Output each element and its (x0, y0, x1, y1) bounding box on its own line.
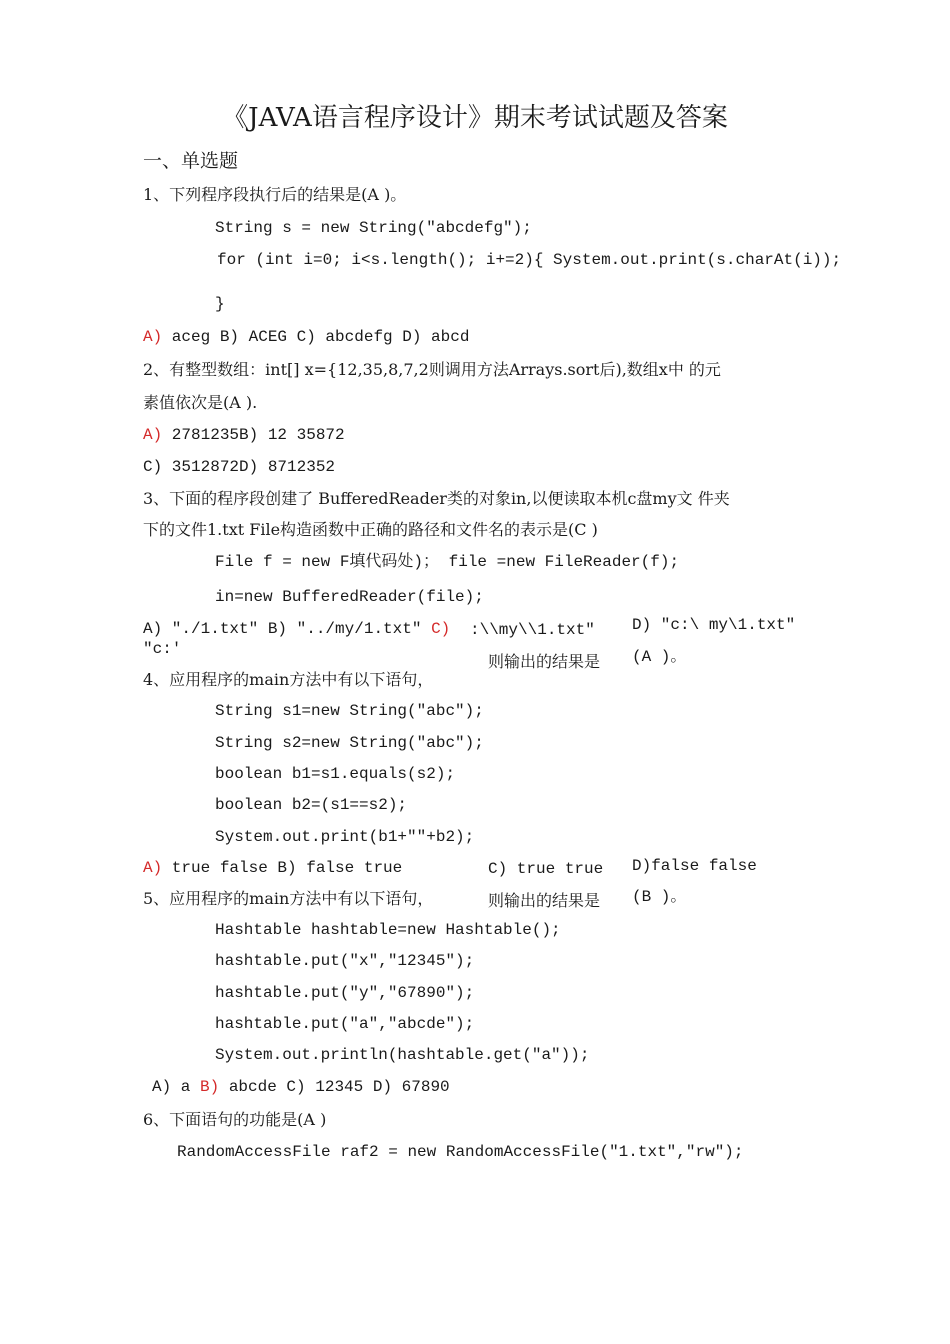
q5-code-line: System.out.println(hashtable.get("a")); (215, 1046, 590, 1064)
q3-code-line: in=new BufferedReader(file); (215, 588, 484, 606)
q3-stem: 3、下面的程序段创建了 BufferedReader类的对象in,以便读取本机c盘my文 件夹 (143, 489, 730, 508)
document-title: 《JAVA语言程序设计》期末考试试题及答案 (222, 103, 728, 133)
q4-stem-tail: 则输出的结果是 (488, 652, 601, 671)
answer-mark: B) (200, 1078, 220, 1096)
q1-options-text: aceg B) ACEG C) abcdefg D) abcd (162, 328, 470, 346)
q3-option-c-end: :\\my\\1.txt" (470, 621, 595, 639)
q3-stem: 下的文件1.txt File构造函数中正确的路径和文件名的表示是(C ) (143, 520, 598, 539)
q3-option-d: D) "c:\ my\1.txt" (632, 616, 796, 634)
q3-options-text: A) "./1.txt" B) "../my/1.txt" (143, 620, 422, 638)
q6-code-line: RandomAccessFile raf2 = new RandomAccessFile("1.txt","rw"); (177, 1143, 744, 1161)
q3-options (143, 618, 450, 640)
q4-options-text: true false B) false true (162, 859, 403, 877)
q4-code-line: String s1=new String("abc"); (215, 702, 484, 720)
q5-code-line: hashtable.put("a","abcde"); (215, 1015, 475, 1033)
q5-option-a: A) a (152, 1078, 191, 1096)
q2-options (143, 424, 345, 446)
q1-stem: 1、下列程序段执行后的结果是(A )。 (143, 185, 407, 204)
q1-code-line: for (int i=0; i<s.length(); i+=2){ System.out.print(s.charAt(i)); (217, 251, 842, 269)
q5-answer: (B )。 (632, 888, 687, 906)
q2-options-text: 2781235B) 12 35872 (162, 426, 345, 444)
q4-stem: 4、应用程序的main方法中有以下语句， (143, 670, 434, 689)
q5-options-text: abcde C) 12345 D) 67890 (219, 1078, 450, 1096)
q3-code-line: File f = new F填代码处)； file =new FileReader(f); (215, 553, 680, 571)
q5-options (152, 1076, 450, 1098)
q4-answer: (A )。 (632, 648, 687, 666)
q5-code-line: Hashtable hashtable=new Hashtable(); (215, 921, 561, 939)
q4-option-d: D)false false (632, 857, 757, 875)
q5-stem-tail: 则输出的结果是 (488, 891, 601, 910)
q4-options (143, 857, 402, 879)
q1-options (143, 326, 469, 348)
q4-code-line: boolean b2=(s1==s2); (215, 796, 408, 814)
q1-code-line: } (215, 295, 225, 313)
answer-mark: C) (431, 620, 451, 638)
q5-code-line: hashtable.put("x","12345"); (215, 952, 475, 970)
q5-stem: 5、应用程序的main方法中有以下语句， (143, 889, 434, 908)
answer-mark: A) (143, 859, 163, 877)
q2-options: C) 3512872D) 8712352 (143, 458, 336, 476)
q5-code-line: hashtable.put("y","67890"); (215, 984, 475, 1002)
q4-code-line: System.out.print(b1+""+b2); (215, 828, 475, 846)
q1-code-line: String s = new String("abcdefg"); (215, 219, 532, 237)
section-heading: 一、单选题 (143, 150, 239, 172)
q4-code-line: String s2=new String("abc"); (215, 734, 484, 752)
q3-option-c-start: "c:' (143, 640, 182, 658)
q6-stem: 6、下面语句的功能是(A ) (143, 1110, 327, 1129)
q4-option-c: C) true true (488, 860, 604, 878)
q2-stem: 素值依次是(A ). (143, 393, 258, 412)
q2-stem: 2、有整型数组：int[] x={12,35,8,7,2则调用方法Arrays.sort后),数组x中 的元 (143, 360, 721, 379)
q4-code-line: boolean b1=s1.equals(s2); (215, 765, 456, 783)
answer-mark: A) (143, 328, 163, 346)
answer-mark: A) (143, 426, 163, 444)
